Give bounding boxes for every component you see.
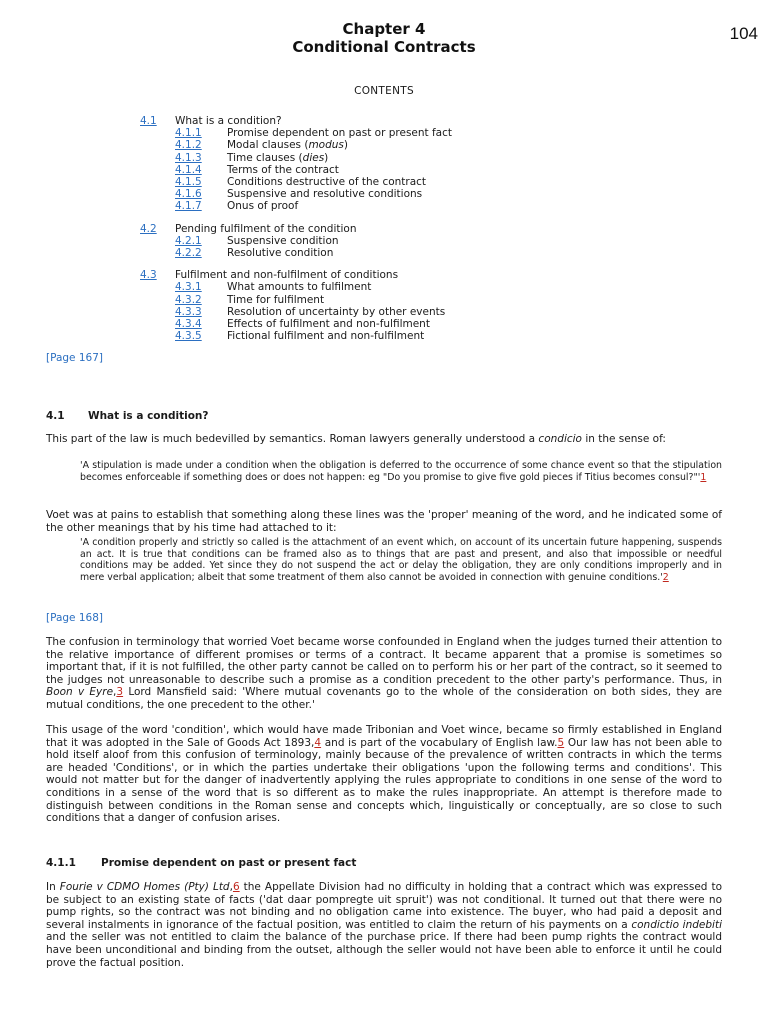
block-quote: 'A stipulation is made under a condition when the obligation is deferred to the occurrence of some chance event so that the stipulation becomes enforceable if something does or does not happen: eg "Do you promise to give five gold pieces if Titius becomes consul?"'1 — [80, 460, 722, 483]
toc-link[interactable]: 4.3 — [140, 269, 157, 282]
footnote-link[interactable]: 2 — [662, 571, 669, 583]
toc-title: Terms of the contract — [227, 163, 339, 176]
toc-title: Resolutive condition — [227, 247, 334, 260]
toc-title: What is a condition? — [175, 115, 282, 127]
toc-link[interactable]: 4.2.2 — [175, 247, 202, 260]
toc-link[interactable]: 4.1.7 — [175, 200, 202, 213]
toc-title: Modal clauses (modus) — [227, 139, 349, 152]
chapter-number: Chapter 4 — [342, 20, 426, 38]
toc-title: Onus of proof — [227, 200, 299, 213]
section-number: 4.1 — [46, 410, 65, 422]
section-heading-4-1 — [46, 410, 722, 423]
toc-title: Resolution of uncertainty by other events — [227, 305, 446, 318]
table-of-contents — [140, 115, 700, 352]
section-heading-4-1-1 — [46, 857, 722, 870]
paragraph: This usage of the word 'condition', which would have made Tribonian and Voet wince, became so firmly established in England that it was adopted in the Sale of Goods Act 1893,4 and is part of the vocabulary of English law.5 Our law has not been able to hold itself aloof from this confusion of terminology, mainly because of the prevalence of written contracts in which the terms are headed 'Conditions', or in which the parties undertake their obligations 'upon the following terms and conditions'. This would not matter but for the danger of inadvertently applying the rules appropriate to conditions in one sense of the word to conditions in a sense of the word that is so different as to make the rules inappropriate. An attempt is therefore made to distinguish between conditions in the Roman sense and concepts which, linguistically or conceptually, are so close to such conditions that a danger of confusion arises. — [46, 724, 723, 825]
toc-title: Suspensive and resolutive conditions — [227, 188, 423, 201]
toc-title: Fulfilment and non-fulfilment of conditions — [175, 269, 399, 282]
toc-title: Conditions destructive of the contract — [227, 176, 427, 189]
paragraph: In Fourie v CDMO Homes (Pty) Ltd,6 the Appellate Division had no difficulty in holding that a contract which was expressed to be subject to an existing state of facts ('dat daar pompregte uit spruit') was not conditional. It turned out that there were no pump rights, so the contract was not binding and no obligation came into existence. The buyer, who had paid a deposit and several instalments in ignorance of the factual position, was entitled to claim the return of his payments on a condictio indebiti and the seller was not entitled to claim the balance of the purchase price. If there had been pump rights the contract would have been unconditional and binding from the outset, although the seller would not have been able to enforce it until he could prove the factual position. — [46, 881, 723, 969]
toc-link[interactable]: 4.3.4 — [175, 318, 202, 331]
footnote-link[interactable]: 6 — [232, 881, 240, 893]
toc-section — [140, 223, 700, 260]
toc-title: Promise dependent on past or present fact — [227, 127, 453, 140]
toc-link[interactable]: 4.1.1 — [175, 127, 202, 140]
footnote-link[interactable]: 4 — [314, 736, 322, 749]
footnote-link[interactable]: 3 — [116, 686, 124, 699]
toc-title: Pending fulfilment of the condition — [175, 222, 357, 235]
toc-link[interactable]: 4.1 — [140, 115, 157, 127]
toc-link[interactable]: 4.2.1 — [175, 234, 202, 247]
contents-label: CONTENTS — [354, 85, 414, 97]
toc-link[interactable]: 4.3.2 — [175, 293, 202, 306]
toc-link[interactable]: 4.1.5 — [175, 176, 202, 189]
section-title: What is a condition? — [88, 410, 209, 422]
footnote-link[interactable]: 1 — [700, 471, 707, 483]
toc-title: What amounts to fulfilment — [227, 281, 372, 294]
page-ref-168: [Page 168] — [46, 612, 103, 624]
toc-link[interactable]: 4.1.4 — [175, 163, 202, 176]
toc-title: Suspensive condition — [227, 234, 339, 247]
toc-link[interactable]: 4.3.3 — [175, 305, 202, 318]
toc-link[interactable]: 4.1.3 — [175, 151, 202, 164]
toc-title: Time clauses (dies) — [227, 151, 329, 164]
chapter-title: Conditional Contracts — [292, 38, 476, 56]
page-number: 104 — [729, 24, 758, 43]
section-title: Promise dependent on past or present fact — [101, 857, 357, 869]
section-number: 4.1.1 — [46, 857, 76, 869]
paragraph: Voet was at pains to establish that something along these lines was the 'proper' meaning of the word, and he indicated some of the other meanings that by his time had attached to it: — [46, 509, 722, 534]
toc-link[interactable]: 4.2 — [140, 222, 157, 235]
paragraph: This part of the law is much bedevilled by semantics. Roman lawyers generally understood a condicio in the sense of: — [46, 433, 666, 445]
toc-link[interactable]: 4.1.2 — [175, 139, 202, 152]
paragraph: The confusion in terminology that worried Voet became worse confounded in England when the judges turned their attention to the relative importance of different promises or terms of a contract. It became apparent that a promise is sometimes so important that, if it is not fulfilled, the other party cannot be called on to perform his or her part of the contract, so it seemed to the judges not unreasonable to describe such a promise as a condition precedent to the other party's performance. Thus, in Boon v Eyre,3 Lord Mansfield said: 'Where mutual covenants go to the whole of the consideration on both sides, they are mutual conditions, the one precedent to the other.' — [46, 636, 722, 711]
toc-title: Time for fulfilment — [227, 293, 325, 306]
toc-title: Fictional fulfilment and non-fulfilment — [227, 330, 425, 343]
toc-link[interactable]: 4.3.5 — [175, 330, 202, 343]
block-quote: 'A condition properly and strictly so called is the attachment of an event which, on account of its uncertain future happening, suspends an act. It is true that conditions can be framed also as to things that are past and present, and also that impossible or needful conditions may be added. Yet since they do not suspend the act or delay the obligation, they are only conditions improperly and in mere verbal application; albeit that some treatment of them also cannot be avoided in connection with genuine conditions.'2 — [80, 537, 722, 583]
toc-link[interactable]: 4.3.1 — [175, 281, 202, 294]
toc-section — [140, 269, 700, 342]
footnote-link[interactable]: 5 — [557, 736, 565, 749]
toc-title: Effects of fulfilment and non-fulfilment — [227, 318, 430, 331]
page-ref-167: [Page 167] — [46, 352, 103, 364]
toc-link[interactable]: 4.1.6 — [175, 188, 202, 201]
toc-section — [140, 115, 700, 213]
chapter-heading — [0, 20, 768, 56]
